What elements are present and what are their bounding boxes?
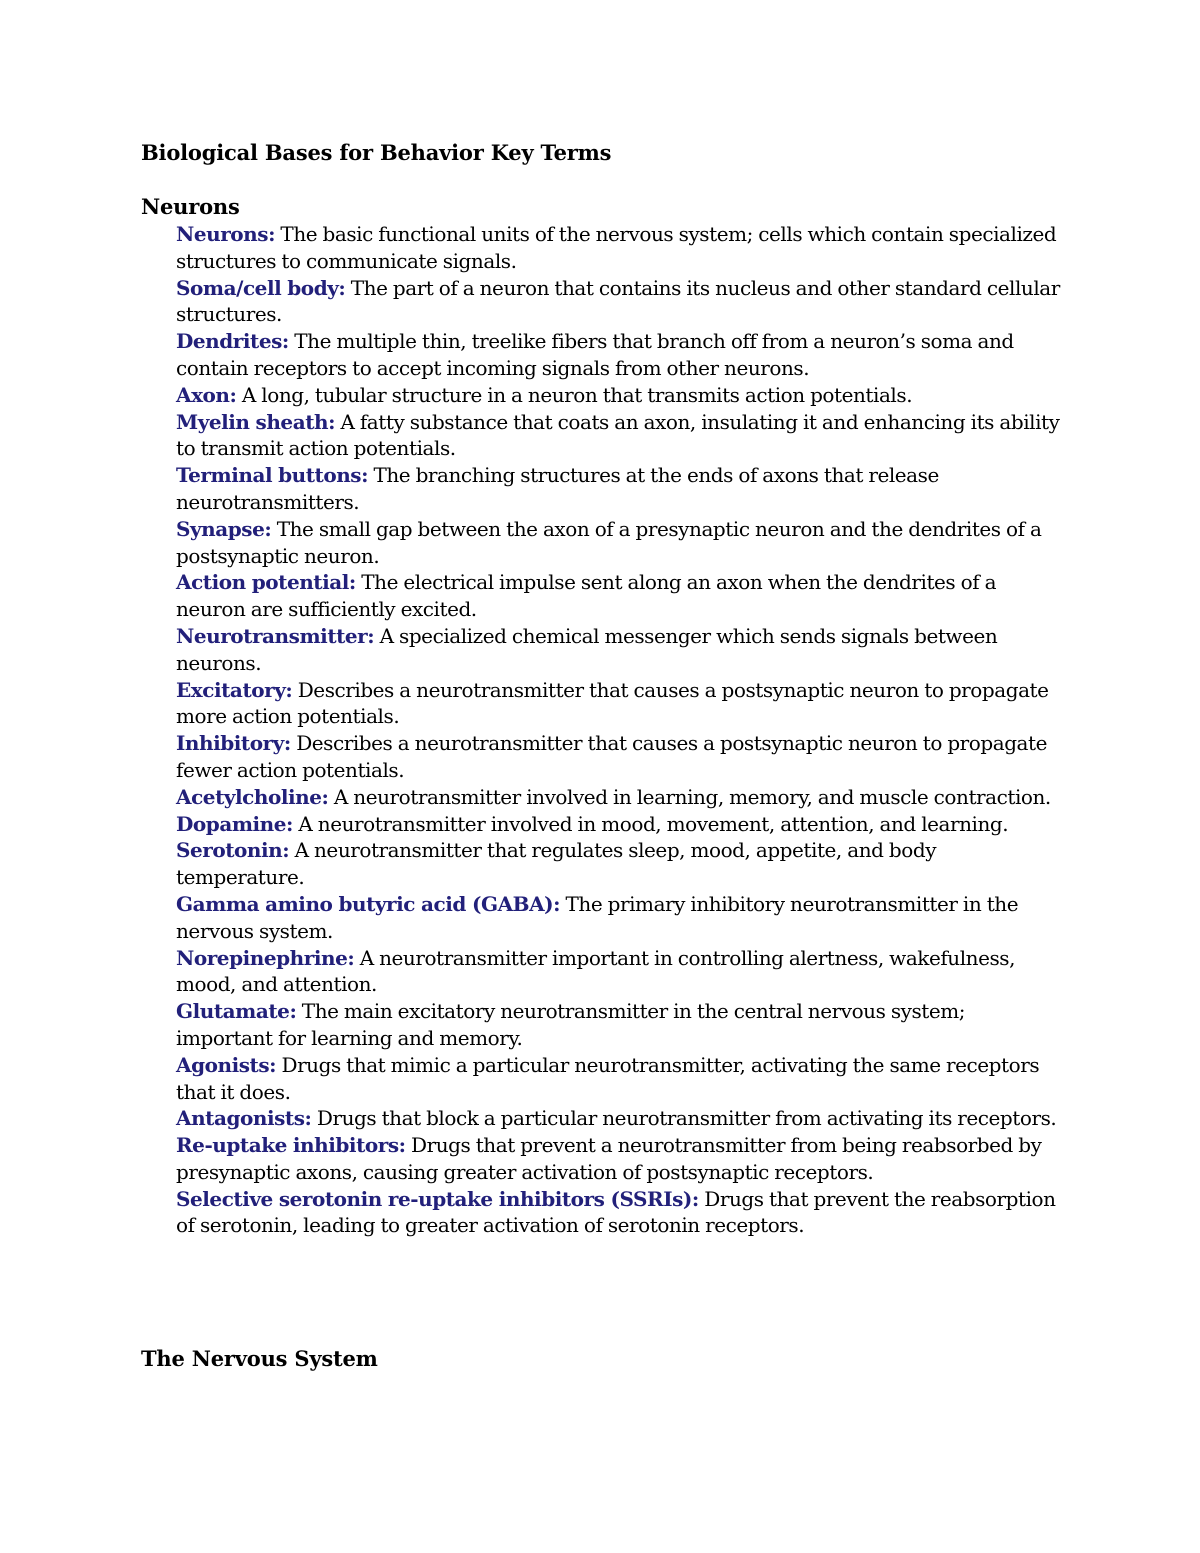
term-entry	[176, 811, 1061, 838]
term-entry	[176, 516, 1061, 570]
term-entry	[176, 569, 1061, 623]
term-definition: The main excitatory neurotransmitter in the central nervous system; important for learning and memory.	[176, 999, 966, 1050]
term-name: Serotonin:	[176, 838, 290, 863]
term-definition: The branching structures at the ends of axons that release neurotransmitters.	[176, 463, 939, 514]
term-entry	[176, 328, 1061, 382]
term-list	[176, 221, 1061, 1239]
section-heading-nervous-system: The Nervous System	[141, 1346, 378, 1371]
term-name: Action potential:	[176, 570, 356, 595]
term-entry	[176, 837, 1061, 891]
term-name: Antagonists:	[176, 1106, 312, 1131]
term-name: Excitatory:	[176, 677, 293, 702]
term-name: Gamma amino butyric acid (GABA):	[176, 891, 561, 916]
term-entry	[176, 1105, 1061, 1132]
term-name: Neurons:	[176, 222, 276, 246]
term-entry	[176, 623, 1061, 677]
term-definition: The small gap between the axon of a presynaptic neuron and the dendrites of a postsynaptic neuron.	[176, 516, 1042, 568]
term-entry	[176, 784, 1061, 811]
term-entry	[176, 409, 1061, 463]
term-definition: Drugs that block a particular neurotransmitter from activating its receptors.	[311, 1106, 1057, 1131]
term-name: Acetylcholine:	[176, 784, 329, 809]
term-name: Terminal buttons:	[176, 463, 369, 488]
term-name: Axon:	[176, 382, 237, 407]
term-definition: The electrical impulse sent along an axon when the dendrites of a neuron are sufficiently excited.	[176, 570, 997, 622]
term-entry	[176, 677, 1061, 731]
term-entry	[176, 891, 1061, 945]
term-entry	[176, 1186, 1061, 1240]
term-entry	[176, 221, 1061, 275]
term-entry	[176, 998, 1061, 1052]
term-name: Dopamine:	[176, 811, 293, 836]
term-definition: A neurotransmitter involved in learning, memory, and muscle contraction.	[328, 784, 1051, 809]
term-name: Selective serotonin re-uptake inhibitors (SSRIs):	[176, 1186, 699, 1211]
term-definition: Drugs that prevent a neurotransmitter from being reabsorbed by presynaptic axons, causing greater activation of postsynaptic receptors.	[176, 1133, 1042, 1184]
term-entry	[176, 1052, 1061, 1106]
term-name: Inhibitory:	[176, 731, 291, 756]
term-entry	[176, 275, 1061, 329]
term-entry	[176, 462, 1061, 516]
term-entry	[176, 730, 1061, 784]
document-title: Biological Bases for Behavior Key Terms	[141, 140, 612, 165]
term-name: Synapse:	[176, 516, 272, 541]
term-definition: A long, tubular structure in a neuron that transmits action potentials.	[236, 382, 913, 407]
term-entry	[176, 1132, 1061, 1186]
term-definition: Describes a neurotransmitter that causes a postsynaptic neuron to propagate more action potentials.	[176, 677, 1049, 729]
term-entry	[176, 382, 1061, 409]
term-definition: A fatty substance that coats an axon, insulating it and enhancing its ability to transmit action potentials.	[176, 409, 1060, 461]
term-entry	[176, 945, 1061, 999]
term-definition: The basic functional units of the nervous system; cells which contain specialized structures to communicate signals.	[176, 222, 1057, 273]
section-heading-neurons: Neurons	[141, 194, 240, 219]
term-name: Dendrites:	[176, 329, 289, 354]
term-definition: A specialized chemical messenger which sends signals between neurons.	[176, 623, 998, 675]
term-name: Soma/cell body:	[176, 275, 346, 300]
term-definition: A neurotransmitter that regulates sleep, mood, appetite, and body temperature.	[176, 838, 937, 890]
term-definition: Drugs that mimic a particular neurotransmitter, activating the same receptors that it does.	[176, 1052, 1040, 1104]
term-definition: Describes a neurotransmitter that causes a postsynaptic neuron to propagate fewer action potentials.	[176, 731, 1047, 782]
term-name: Neurotransmitter:	[176, 623, 375, 648]
term-definition: Drugs that prevent the reabsorption of serotonin, leading to greater activation of serotonin receptors.	[176, 1186, 1056, 1238]
term-definition: A neurotransmitter involved in mood, movement, attention, and learning.	[293, 811, 1009, 836]
term-name: Re-uptake inhibitors:	[176, 1133, 406, 1158]
term-definition: The primary inhibitory neurotransmitter in the nervous system.	[176, 891, 1019, 943]
term-name: Myelin sheath:	[176, 409, 336, 434]
term-definition: A neurotransmitter important in controlling alertness, wakefulness, mood, and attention.	[176, 945, 1016, 997]
term-name: Glutamate:	[176, 999, 297, 1024]
term-definition: The part of a neuron that contains its nucleus and other standard cellular structures.	[176, 275, 1060, 327]
term-name: Norepinephrine:	[176, 945, 355, 970]
term-name: Agonists:	[176, 1052, 277, 1077]
term-definition: The multiple thin, treelike fibers that branch off from a neuron’s soma and contain receptors to accept incoming signals from other neurons.	[176, 329, 1014, 380]
